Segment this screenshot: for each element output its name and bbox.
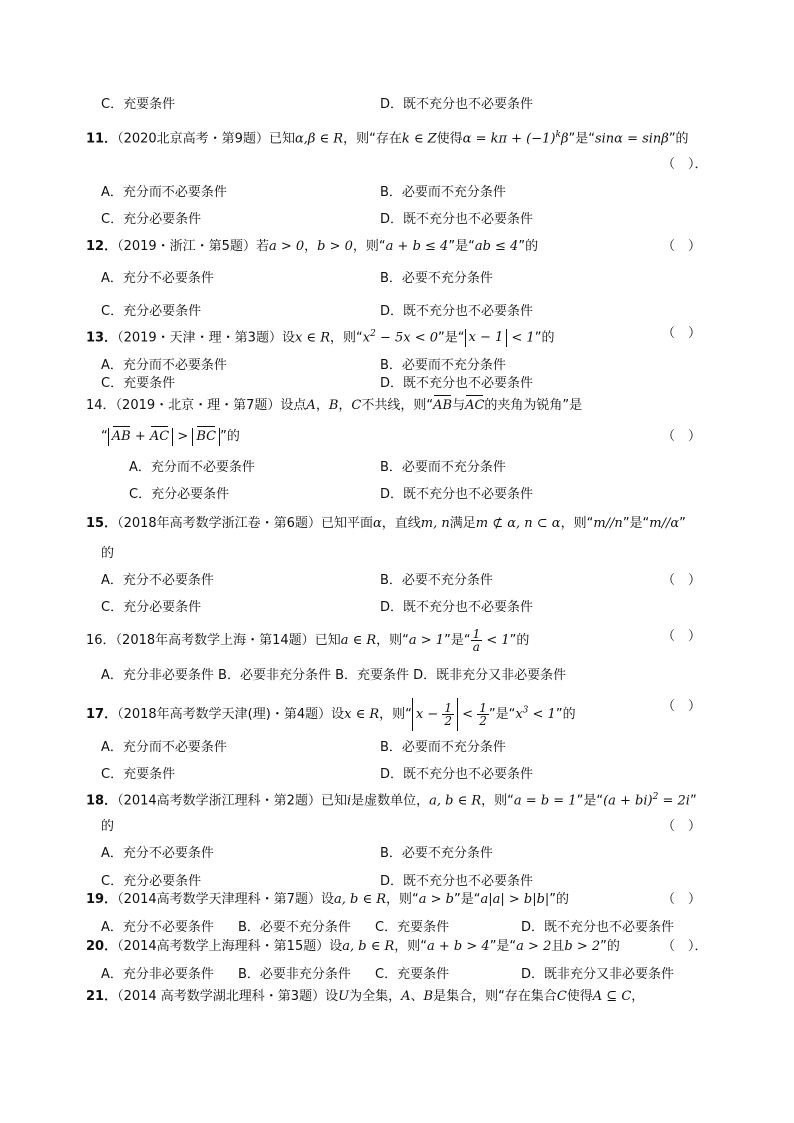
q14-math: C	[351, 398, 362, 413]
q12-stem	[86, 238, 538, 256]
q19-text: ”的	[549, 892, 570, 907]
q20-option-b: B．必要非充分条件	[238, 967, 351, 982]
q15-option-d: D．既不充分也不必要条件	[380, 600, 534, 615]
q18-stem	[86, 788, 697, 810]
q18-text: ”是“	[576, 793, 604, 809]
q15-text: 已知平面	[320, 516, 373, 531]
q16-frac-num: 1	[472, 627, 481, 641]
q16-text: 已知	[314, 633, 341, 648]
q15-text: ，直线	[381, 516, 421, 531]
q14-math: A	[306, 398, 316, 413]
q10-option-c: C．充要条件	[101, 97, 176, 112]
q18-math: a, b ∈ R	[429, 793, 482, 809]
q11-text: 已知	[268, 131, 295, 147]
q12-math: a + b ≤ 4	[385, 239, 449, 254]
q14-vector-ac: AC	[149, 429, 170, 444]
q16-stem	[86, 628, 529, 653]
q18-math: i	[346, 793, 352, 809]
q17-option-c: C．充要条件	[101, 767, 176, 782]
q10-option-d: D．既不充分也不必要条件	[380, 97, 534, 112]
q16-text: ，则“	[376, 633, 409, 648]
q18-text: ”	[689, 793, 697, 809]
q14-text: ，	[338, 398, 352, 413]
q18-option-d: D．既不充分也不必要条件	[380, 874, 534, 889]
q13-number: 13．	[86, 330, 118, 346]
q11-math-ab: α,β ∈ R	[294, 131, 344, 147]
q20-option-c: C．充要条件	[375, 967, 450, 982]
q17-math: < 1	[528, 707, 556, 722]
q19-text: ，则“	[385, 892, 419, 907]
q18-answer-paren: （ ）	[662, 819, 702, 834]
q17-text: ，则“	[379, 707, 412, 722]
q18-math: = 2i	[658, 793, 690, 809]
q13-option-b: B．必要而不充分条件	[380, 358, 506, 373]
q16-number: 16．	[86, 633, 116, 648]
q11-source: （2020北京高考・第9题）	[117, 131, 269, 147]
q15-math: m ⊄ α, n ⊂ α	[475, 516, 561, 531]
q14-stem	[86, 397, 582, 415]
q21-stem	[86, 988, 644, 1006]
q15-option-c: C．充分必要条件	[101, 600, 202, 615]
q12-text: ”是“	[448, 239, 475, 254]
q14-answer-paren: （ ）	[662, 429, 702, 444]
q13-stem	[86, 325, 554, 347]
q17-text: ”是“	[488, 707, 516, 722]
q21-text: 为全集，	[349, 989, 402, 1004]
q17-fraction	[442, 702, 454, 727]
q13-text: ，则“	[329, 330, 363, 346]
q14-text: ，	[315, 398, 329, 413]
q20-option-a: A．充分非必要条件	[101, 967, 214, 982]
q16-frac-den: a	[472, 640, 480, 654]
q16-math: a > 1	[408, 633, 445, 648]
q12-option-a: A．充分不必要条件	[101, 271, 214, 286]
q19-math: a|a| > b|b|	[480, 892, 550, 907]
q21-text: 设	[325, 989, 339, 1004]
q17-math: x ∈ R	[344, 707, 380, 722]
q16-options: A．充分非必要条件 B．必要非充分条件 B．充要条件 D．既非充分又非必要条件	[101, 668, 567, 683]
q15-math: m, n	[420, 516, 450, 531]
q15-stem	[86, 515, 686, 533]
q14-text: ”的	[220, 429, 240, 444]
q19-option-d: D．既不充分也不必要条件	[521, 920, 675, 935]
q18-math-sup: 2	[652, 792, 659, 802]
q11-option-d: D．既不充分也不必要条件	[380, 212, 534, 227]
q13-option-a: A．充分而不必要条件	[101, 358, 227, 373]
q11-text: ”的	[668, 131, 689, 147]
q17-math-sup: 3	[522, 705, 529, 716]
q12-text: ”的	[518, 239, 539, 254]
q15-option-b: B．必要不充分条件	[380, 573, 493, 588]
q20-stem	[86, 938, 620, 956]
q17-answer-paren: （ ）	[662, 699, 702, 714]
q17-option-a: A．充分而不必要条件	[101, 740, 227, 755]
q14-text: 与	[452, 398, 466, 413]
q11-number: 11．	[86, 131, 118, 147]
q13-option-c: C．充要条件	[101, 376, 176, 391]
q14-vector-ab: AB	[433, 398, 453, 413]
q18-text: ，则“	[481, 793, 514, 809]
q20-math: a + b > 4	[427, 939, 490, 954]
q11-math-kz: k ∈ Z	[401, 131, 437, 147]
q11-math-sin: sinα = sinβ	[594, 131, 669, 147]
q13-math: x ∈ R	[294, 330, 330, 346]
q15-math: m//α	[649, 516, 680, 531]
q21-text: 、	[410, 989, 424, 1004]
q11-option-a: A．充分而不必要条件	[101, 185, 227, 200]
q12-math: ab ≤ 4	[474, 239, 519, 254]
q17-frac-num: 1	[444, 701, 453, 715]
q15-option-a: A．充分不必要条件	[101, 573, 214, 588]
q14-math: B	[328, 398, 339, 413]
q14-math: >	[173, 429, 193, 444]
q13-text: ”是“	[438, 330, 465, 346]
q18-source: （2014高考数学浙江理科・第2题）	[117, 793, 321, 809]
q20-math: a > 2	[516, 939, 552, 954]
q17-math: x −	[415, 707, 443, 722]
q17-frac-den: 2	[444, 714, 453, 728]
q12-option-b: B．必要不充分条件	[380, 271, 493, 286]
q13-answer-paren: （ ）	[662, 326, 702, 341]
q17-math: <	[458, 707, 478, 722]
q20-math: a, b ∈ R	[342, 939, 395, 954]
q14-source: （2019・北京・理・第7题）	[115, 398, 281, 413]
q14-option-c: C．充分必要条件	[129, 487, 230, 502]
q12-number: 12．	[86, 239, 118, 254]
q15-math: m//n	[593, 516, 623, 531]
q12-source: （2019・浙江・第5题）	[117, 239, 256, 254]
q14-option-d: D．既不充分也不必要条件	[380, 487, 534, 502]
q18-math: (a + bi)	[603, 793, 653, 809]
q11-option-c: C．充分必要条件	[101, 212, 202, 227]
q12-math: b > 0	[317, 239, 353, 254]
q15-math: α	[372, 516, 382, 531]
q20-text: ”是“	[489, 939, 517, 954]
q16-answer-paren: （ ）	[662, 629, 702, 644]
q17-fraction	[477, 702, 489, 727]
q13-math-abs: x − 1	[465, 329, 508, 347]
q13-math: < 1	[507, 330, 535, 346]
q20-text: 且	[551, 939, 565, 954]
q16-math: < 1	[482, 633, 510, 648]
q21-number: 21．	[86, 989, 118, 1004]
q13-math: − 5x < 0	[375, 330, 439, 346]
q11-text: ，则“存在	[343, 131, 402, 147]
q21-text: 使得	[566, 989, 593, 1004]
q14-text: “	[101, 429, 108, 444]
q17-frac-den: 2	[479, 714, 487, 728]
q20-math: b > 2	[564, 939, 601, 954]
q11-math-sup: k	[555, 130, 561, 140]
q15-text: ，则“	[560, 516, 594, 531]
q17-option-b: B．必要而不充分条件	[380, 740, 506, 755]
q14-vector-ab: AB	[111, 429, 131, 444]
q13-text: ”的	[534, 330, 555, 346]
q18-option-b: B．必要不充分条件	[380, 846, 493, 861]
q16-text: ”的	[509, 633, 530, 648]
q20-number: 20．	[86, 939, 118, 954]
q18-text: 已知	[320, 793, 347, 809]
q19-math: a, b ∈ R	[333, 892, 386, 907]
q18-stem-line2: 的	[101, 819, 115, 834]
q19-option-c: C．充要条件	[375, 920, 450, 935]
q15-text: 满足	[449, 516, 476, 531]
q11-text: ”是“	[568, 131, 595, 147]
q20-source: （2014高考数学上海理科・第15题）	[117, 939, 330, 954]
q21-math: U	[338, 989, 350, 1004]
q18-option-a: A．充分不必要条件	[101, 846, 214, 861]
q20-text: ”的	[600, 939, 620, 954]
q17-text: 设	[331, 707, 345, 722]
q17-option-d: D．既不充分也不必要条件	[380, 767, 534, 782]
q14-math: +	[130, 429, 150, 444]
q15-answer-paren: （ ）	[662, 573, 702, 588]
q19-math: a > b	[418, 892, 454, 907]
q14-text: 的夹角为锐角”是	[484, 398, 583, 413]
q19-stem	[86, 891, 569, 909]
q18-math: a = b = 1	[513, 793, 577, 809]
q17-frac-num: 1	[479, 701, 487, 715]
q20-answer-paren: （ ）．	[662, 939, 708, 954]
q16-source: （2018年高考数学上海・第14题）	[115, 633, 315, 648]
q19-number: 19．	[86, 892, 118, 907]
q11-math-beta: β	[560, 131, 569, 147]
q11-stem	[86, 126, 689, 148]
q13-math-sup: 2	[370, 329, 376, 339]
q12-answer-paren: （ ）	[662, 239, 702, 254]
q17-text: ”的	[555, 707, 576, 722]
q19-text: ”是“	[453, 892, 481, 907]
q17-math: x	[515, 707, 523, 722]
q21-source: （2014 高考数学湖北理科・第3题）	[117, 989, 326, 1004]
q18-text: 是虚数单位，	[351, 793, 430, 809]
q19-text: 设	[320, 892, 334, 907]
q12-option-c: C．充分必要条件	[101, 304, 202, 319]
q16-math: a ∈ R	[340, 633, 377, 648]
q21-math: A	[401, 989, 411, 1004]
q19-option-a: A．充分不必要条件	[101, 920, 214, 935]
q14-vector-bc: BC	[196, 429, 217, 444]
q11-option-b: B．必要而不充分条件	[380, 185, 506, 200]
q11-math-eq: α = kπ + (−1)	[462, 131, 556, 147]
q21-math: C	[556, 989, 567, 1004]
q17-number: 17．	[86, 707, 118, 722]
q19-option-b: B．必要不充分条件	[238, 920, 351, 935]
q19-source: （2014高考数学天津理科・第7题）	[117, 892, 321, 907]
q14-vector-ac: AC	[465, 398, 485, 413]
q12-math: a > 0	[268, 239, 305, 254]
q12-option-d: D．既不充分也不必要条件	[380, 304, 534, 319]
q14-text: 不共线，则“	[361, 398, 434, 413]
q13-source: （2019・天津・理・第3题）	[117, 330, 282, 346]
q15-number: 15．	[86, 516, 118, 531]
q14-text: 设点	[280, 398, 307, 413]
q21-math: A ⊆ C	[592, 989, 632, 1004]
q20-text: ，则“	[394, 939, 428, 954]
q18-number: 18．	[86, 793, 118, 809]
q15-text: ”是“	[622, 516, 650, 531]
q17-stem	[86, 698, 576, 731]
q17-source: （2018年高考数学天津(理)・第4题）	[117, 707, 332, 722]
q11-text: 使得	[436, 131, 463, 147]
q14-option-a: A．充分而不必要条件	[129, 460, 255, 475]
q15-source: （2018年高考数学浙江卷・第6题）	[117, 516, 321, 531]
q12-text: ，则“	[352, 239, 386, 254]
q13-math: x	[362, 330, 371, 346]
q15-text: ”	[679, 516, 686, 531]
q13-text: 设	[281, 330, 295, 346]
q14-number: 14．	[86, 398, 116, 413]
q16-text: ”是“	[444, 633, 471, 648]
q21-text: 是集合，则“存在集合	[433, 989, 557, 1004]
q15-stem-line2: 的	[101, 546, 115, 561]
q21-text: ，	[631, 989, 645, 1004]
q20-text: 设	[329, 939, 343, 954]
q18-option-c: C．充分必要条件	[101, 874, 202, 889]
q19-answer-paren: （ ）	[662, 892, 702, 907]
q20-option-d: D．既非充分又非必要条件	[521, 967, 675, 982]
q12-text: ，	[304, 239, 318, 254]
q14-option-b: B．必要而不充分条件	[380, 460, 506, 475]
q21-math: B	[423, 989, 434, 1004]
q14-stem-line2	[101, 428, 240, 446]
q13-option-d: D．既不充分也不必要条件	[380, 376, 534, 391]
q11-answer-paren: （ ）．	[662, 157, 708, 172]
q12-text: 若	[255, 239, 269, 254]
q16-fraction	[471, 628, 483, 653]
